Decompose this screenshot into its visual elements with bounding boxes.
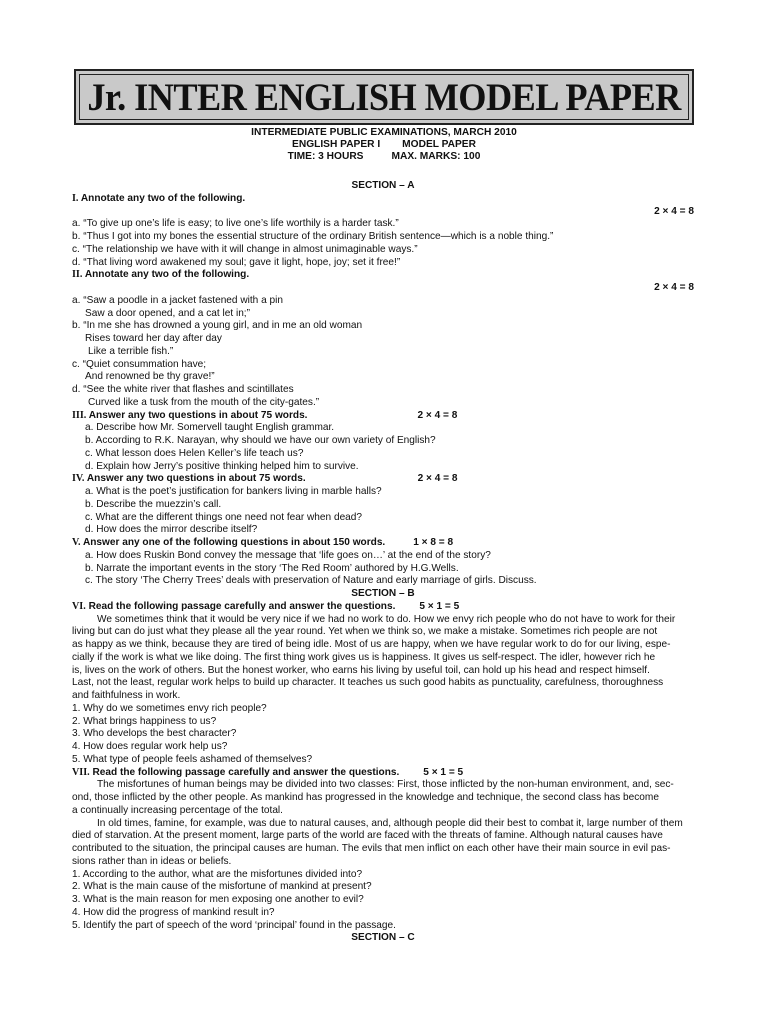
title-banner	[74, 69, 694, 125]
list-item: a. Describe how Mr. Somervell taught English grammar.	[85, 422, 335, 434]
question-7	[72, 767, 694, 780]
paper-line	[0, 139, 768, 151]
exam-header	[0, 127, 768, 163]
list-item: 5. Identify the part of speech of the word ‘principal’ found in the passage.	[72, 919, 396, 931]
list-item: 5. What type of people feels ashamed of themselves?	[72, 753, 313, 765]
exam-name: INTERMEDIATE PUBLIC EXAMINATIONS, MARCH 2010	[251, 127, 517, 138]
list-item: b. “Thus I got into my bones the essential structure of the ordinary British sentence—which is a noble thing.”	[72, 231, 554, 242]
question-text: Read the following passage carefully and answer the questions.	[88, 600, 396, 612]
list-item: d. Explain how Jerry’s positive thinking helped him to survive.	[85, 460, 359, 472]
question-5-marks: 1 × 8 = 8	[413, 537, 454, 548]
passage-line: Last, not the least, regular work helps to build up character. It teaches us such good habits as punctuality, carefulness, thoroughness	[72, 677, 664, 689]
list-item: a. “Saw a poodle in a jacket fastened with a pin	[72, 294, 283, 306]
paper-title: Jr. INTER ENGLISH MODEL PAPER	[87, 75, 681, 119]
section-c-title: SECTION – C	[351, 932, 415, 944]
section-b-title: SECTION – B	[351, 588, 415, 599]
question-3	[72, 410, 694, 423]
list-item: a. What is the poet’s justification for bankers living in marble halls?	[85, 486, 382, 497]
list-item: Rises toward her day after day	[85, 333, 222, 344]
list-item: b. Describe the muezzin’s call.	[85, 498, 222, 510]
list-item: a. How does Ruskin Bond convey the message that ‘life goes on…’ at the end of the story?	[85, 549, 491, 561]
passage-line: contributed to the situation, the principal causes are human. The evils that men inflict on each other have their main source in evil pas-	[72, 843, 671, 854]
list-item: And renowned be thy grave!”	[85, 371, 215, 383]
list-item: d. “That living word awakened my soul; gave it light, hope, joy; set it free!”	[72, 256, 401, 268]
passage-line: a continually increasing percentage of the total.	[72, 804, 283, 816]
question-4-marks: 2 × 4 = 8	[417, 473, 458, 485]
exam-time: TIME: 3 HOURS	[287, 151, 364, 162]
list-item: d. How does the mirror describe itself?	[85, 524, 258, 536]
passage-line: is, lives on the work of others. But the honest worker, who earns his living by useful toil, can hold up his head and respect himself.	[72, 664, 650, 676]
list-item: b. Narrate the important events in the story ‘The Red Room’ authored by H.G.Wells.	[85, 562, 459, 574]
question-number: I.	[72, 192, 79, 204]
passage-line: cially if the work is what we like doing. The first thing work gives us is happiness. It gives us self-respect. The idler, however rich he	[72, 651, 656, 663]
paper-type: MODEL PAPER	[402, 139, 476, 150]
list-item: 4. How does regular work help us?	[72, 741, 228, 752]
list-item: 3. Who develops the best character?	[72, 728, 237, 740]
list-item: c. What are the different things one need not fear when dead?	[85, 511, 363, 523]
passage-line: sions rather than in ideas or beliefs.	[72, 855, 232, 867]
question-1-marks: 2 × 4 = 8	[654, 205, 694, 217]
list-item: 1. Why do we sometimes envy rich people?	[72, 702, 267, 714]
time-marks-line	[0, 151, 768, 163]
question-6	[72, 601, 694, 614]
question-number: VII.	[72, 766, 90, 778]
question-number: VI.	[72, 600, 86, 612]
question-text: Annotate any two of the following.	[80, 192, 246, 204]
list-item: a. “To give up one’s life is easy; to live one’s life worthily is a harder task.”	[72, 218, 399, 230]
list-item: 4. How did the progress of mankind result in?	[72, 906, 275, 918]
question-number: II.	[72, 269, 83, 281]
list-item: 2. What is the main cause of the misfortune of mankind at present?	[72, 881, 372, 893]
question-5	[72, 537, 694, 550]
list-item: Curved like a tusk from the mouth of the city-gates.”	[88, 396, 320, 408]
question-4	[72, 473, 694, 486]
passage-line: died of starvation. At the present moment, large parts of the world are faced with the threats of famine. Although natural causes have	[72, 830, 663, 842]
list-item: 1. According to the author, what are the misfortunes divided into?	[72, 868, 363, 880]
list-item: b. “In me she has drowned a young girl, and in me an old woman	[72, 320, 363, 332]
list-item: c. What lesson does Helen Keller’s life teach us?	[85, 447, 304, 459]
passage-line: as happy as we think, because they are tired of being idle. Most of us are happy, when we have regular work to do for our living, espe-	[72, 639, 671, 650]
passage-line: In old times, famine, for example, was due to natural causes, and, although people did their best to combat it, large number of them	[97, 817, 683, 829]
list-item: c. “The relationship we have with it will change in almost unimaginable ways.”	[72, 243, 418, 255]
question-paper-body	[72, 180, 694, 945]
question-text: Answer any two questions in about 75 words.	[86, 473, 306, 485]
passage-line: and faithfulness in work.	[72, 690, 181, 701]
list-item: c. “Quiet consummation have;	[72, 358, 207, 370]
question-2	[72, 269, 694, 282]
question-number: IV.	[72, 473, 85, 485]
question-text: Annotate any two of the following.	[84, 269, 250, 281]
max-marks: MAX. MARKS: 100	[391, 151, 481, 162]
list-item: b. According to R.K. Narayan, why should we have our own variety of English?	[85, 435, 436, 446]
passage-line: We sometimes think that it would be very nice if we had no work to do. How we envy rich people who do not have to work for their	[97, 613, 676, 625]
question-number: V.	[72, 537, 81, 548]
question-number: III.	[72, 409, 87, 421]
question-2-marks: 2 × 4 = 8	[654, 282, 694, 293]
question-7-marks: 5 × 1 = 5	[423, 766, 464, 778]
list-item: Like a terrible fish.”	[88, 345, 174, 357]
list-item: c. The story ‘The Cherry Trees’ deals with preservation of Nature and early marriage of girls. Discuss.	[85, 575, 537, 587]
question-text: Answer any one of the following questions in about 150 words.	[82, 537, 386, 548]
paper-name: ENGLISH PAPER I	[292, 139, 381, 150]
passage-line: living but can do just what they please all the year round. Yet when we think so, we make a mistake. Sometimes rich people are not	[72, 626, 658, 638]
list-item: Saw a door opened, and a cat let in;”	[85, 307, 250, 319]
question-text: Read the following passage carefully and answer the questions.	[92, 766, 400, 778]
question-6-marks: 5 × 1 = 5	[419, 600, 460, 612]
question-1	[72, 193, 694, 206]
list-item: d. “See the white river that flashes and scintillates	[72, 384, 294, 395]
passage-7	[72, 779, 694, 868]
section-a-title: SECTION – A	[351, 180, 415, 191]
question-3-marks: 2 × 4 = 8	[417, 409, 458, 421]
question-text: Answer any two questions in about 75 words.	[88, 409, 308, 421]
passage-6	[72, 614, 694, 703]
list-item: 2. What brings happiness to us?	[72, 715, 217, 727]
passage-line: ond, those inflicted by the other people. As mankind has progressed in the knowledge and technique, the second class has become	[72, 792, 659, 803]
list-item: 3. What is the main reason for men exposing one another to evil?	[72, 894, 364, 905]
passage-line: The misfortunes of human beings may be divided into two classes: First, those inflicted by the non-human environment, and, sec-	[97, 779, 674, 791]
